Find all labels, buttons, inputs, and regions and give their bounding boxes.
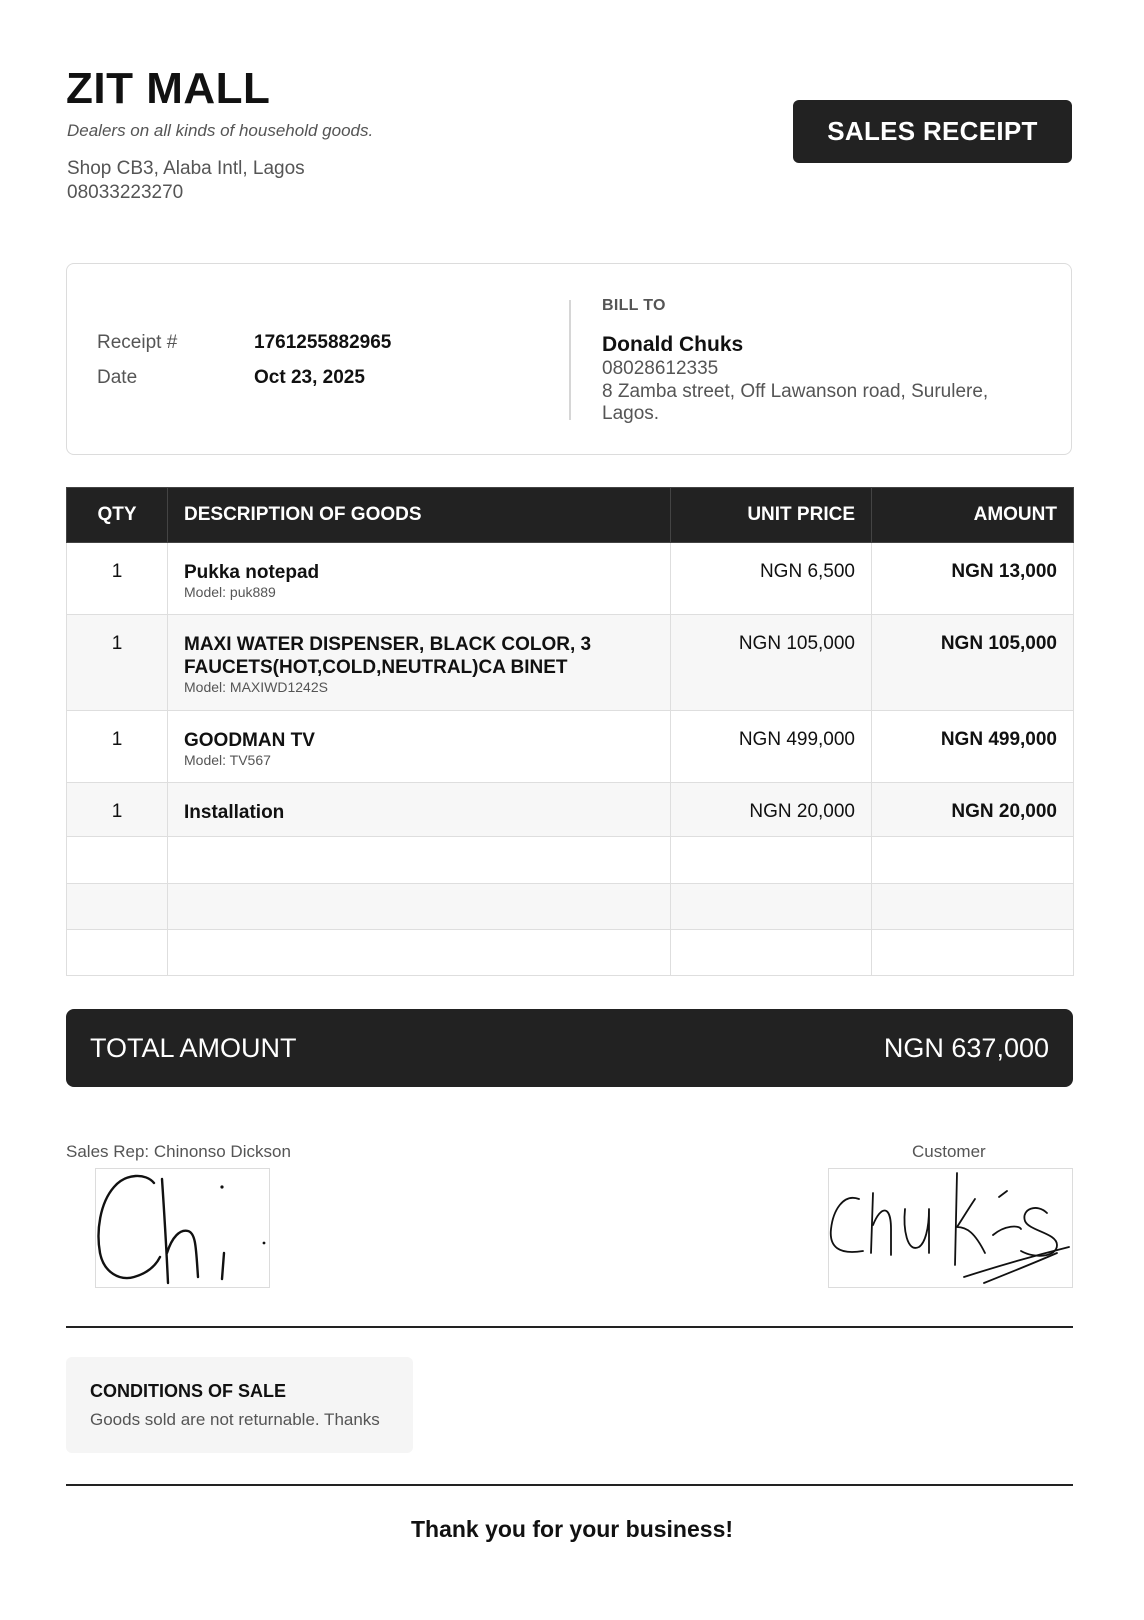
- document-type-badge: SALES RECEIPT: [793, 100, 1072, 163]
- thank-you-message: Thank you for your business!: [410, 1516, 734, 1542]
- row-unit-price: NGN 20,000: [671, 783, 872, 837]
- row-description: [168, 543, 671, 615]
- info-divider: [569, 300, 571, 420]
- row-description: [168, 783, 671, 837]
- item-model: Model: MAXIWD1242S: [184, 679, 328, 695]
- table-row: [67, 615, 1074, 711]
- total-amount-label: TOTAL AMOUNT: [90, 1032, 297, 1063]
- shop-tagline: Dealers on all kinds of household goods.: [67, 121, 374, 140]
- column-header-description: DESCRIPTION OF GOODS: [168, 488, 671, 543]
- row-qty: 1: [67, 615, 168, 711]
- conditions-box: [66, 1357, 413, 1453]
- row-amount: NGN 20,000: [872, 783, 1074, 837]
- row-amount: NGN 499,000: [872, 711, 1074, 783]
- row-qty: 1: [67, 783, 168, 837]
- customer-signature: [829, 1169, 1072, 1287]
- row-unit-price: NGN 6,500: [671, 543, 872, 615]
- empty-row: [67, 837, 1074, 884]
- section-divider: [66, 1326, 1073, 1328]
- table-row: [67, 543, 1074, 615]
- column-header-qty: QTY: [67, 488, 168, 543]
- total-amount-value: NGN 637,000: [883, 1032, 1049, 1063]
- footer-divider: [66, 1484, 1073, 1486]
- items-table: [66, 487, 1074, 976]
- table-row: [67, 783, 1074, 837]
- item-name: GOODMAN TV: [184, 730, 315, 751]
- bill-to-label: BILL TO: [602, 297, 666, 314]
- customer-address-line1: 8 Zamba street, Off Lawanson road, Surulere,: [602, 381, 989, 402]
- receipt-number-value: 1761255882965: [254, 332, 392, 353]
- conditions-title: CONDITIONS OF SALE: [90, 1381, 287, 1401]
- shop-contact: [67, 157, 305, 205]
- item-name: Installation: [184, 802, 285, 823]
- table-row: [67, 711, 1074, 783]
- total-amount-bar: [66, 1009, 1073, 1087]
- row-amount: NGN 13,000: [872, 543, 1074, 615]
- item-model: Model: TV567: [184, 752, 271, 768]
- customer-phone: 08028612335: [602, 358, 719, 379]
- row-unit-price: NGN 499,000: [671, 711, 872, 783]
- sales-rep-signature: [96, 1169, 269, 1287]
- row-unit-price: NGN 105,000: [671, 615, 872, 711]
- customer-signature-label: Customer: [912, 1142, 986, 1161]
- column-header-unit-price: UNIT PRICE: [671, 488, 872, 543]
- empty-row: [67, 930, 1074, 976]
- receipt-date-label: Date: [97, 367, 138, 388]
- table-header-row: [67, 488, 1074, 543]
- customer-name: Donald Chuks: [602, 333, 744, 356]
- sales-rep-signature-box: [95, 1168, 270, 1288]
- column-header-amount: AMOUNT: [872, 488, 1074, 543]
- empty-row: [67, 884, 1074, 930]
- item-model: Model: puk889: [184, 584, 276, 600]
- customer-signature-box: [828, 1168, 1073, 1288]
- item-name: Pukka notepad: [184, 562, 320, 583]
- shop-phone: 08033223270: [67, 182, 184, 203]
- item-name: MAXI WATER DISPENSER, BLACK COLOR, 3 FAUCETS(HOT,COLD,NEUTRAL)CA BINET: [184, 634, 592, 678]
- sales-rep-label: Sales Rep: Chinonso Dickson: [66, 1142, 291, 1161]
- shop-name: ZIT MALL: [66, 64, 271, 113]
- shop-address: Shop CB3, Alaba Intl, Lagos: [67, 158, 305, 179]
- row-qty: 1: [67, 543, 168, 615]
- row-qty: 1: [67, 711, 168, 783]
- row-amount: NGN 105,000: [872, 615, 1074, 711]
- receipt-date-value: Oct 23, 2025: [254, 367, 365, 388]
- row-description: [168, 711, 671, 783]
- row-description: [168, 615, 671, 711]
- conditions-text: Goods sold are not returnable. Thanks: [90, 1410, 380, 1429]
- customer-address-line2: Lagos.: [602, 403, 660, 424]
- receipt-number-label: Receipt #: [97, 332, 178, 353]
